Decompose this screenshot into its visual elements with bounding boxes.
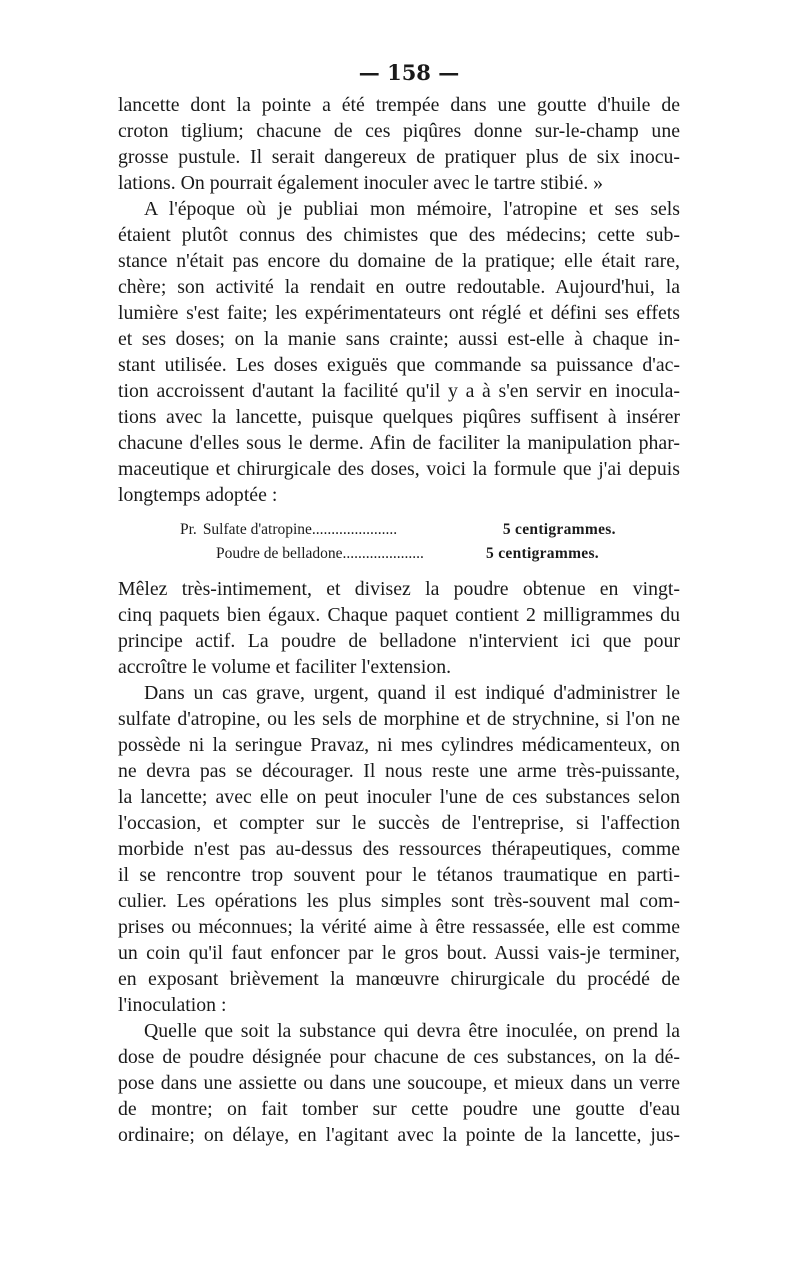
text-before-formula xyxy=(118,92,680,508)
text-line: en exposant brièvement la manœuvre chirurgicale du procédé de xyxy=(118,968,680,990)
text-line: et ses doses; on la manie sans crainte; aussi est-elle à chaque in- xyxy=(118,328,680,350)
text-line: ne devra pas se décourager. Il nous reste une arme très-puissante, xyxy=(118,760,680,782)
text-after-formula xyxy=(118,576,680,1148)
paragraph xyxy=(118,92,680,196)
text-line: maceutique et chirurgicale des doses, voici la formule que j'ai depuis xyxy=(118,458,680,480)
text-line: Dans un cas grave, urgent, quand il est indiqué d'administrer le xyxy=(144,682,680,704)
formula-quantity: 5 centigrammes. xyxy=(486,545,599,562)
text-line: chère; son activité la rendait en outre redoutable. Aujourd'hui, la xyxy=(118,276,680,298)
paragraph xyxy=(118,680,680,1018)
text-line: morbide n'est pas au-dessus des ressources thérapeutiques, comme xyxy=(118,838,680,860)
text-line: lations. On pourrait également inoculer avec le tartre stibié. » xyxy=(118,172,604,194)
text-line: ordinaire; on délaye, en l'agitant avec la pointe de la lancette, jus- xyxy=(118,1124,680,1146)
formula-row xyxy=(216,542,680,566)
formula-ingredient: Poudre de belladone..................... xyxy=(216,545,424,562)
formula-quantity: 5 centigrammes. xyxy=(502,521,616,538)
text-line: pose dans une assiette ou dans une soucoupe, et mieux dans un verre xyxy=(118,1072,680,1094)
text-line: l'inoculation : xyxy=(118,994,227,1016)
text-line: un coin qu'il faut enfoncer par le gros bout. Aussi vais-je terminer, xyxy=(118,942,680,964)
text-line: A l'époque où je publiai mon mémoire, l'atropine et ses sels xyxy=(144,198,680,220)
text-line: grosse pustule. Il serait dangereux de pratiquer plus de six inocu- xyxy=(118,146,680,168)
paragraph xyxy=(118,196,680,508)
paragraph xyxy=(118,1018,680,1148)
text-line: lancette dont la pointe a été trempée dans une goutte d'huile de xyxy=(118,94,680,116)
text-line: tions avec la lancette, puisque quelques piqûres suffisent à insérer xyxy=(118,406,680,428)
paragraph xyxy=(118,576,680,680)
text-line: Quelle que soit la substance qui devra être inoculée, on prend la xyxy=(144,1020,680,1042)
text-line: culier. Les opérations les plus simples sont très-souvent mal com- xyxy=(118,890,680,912)
text-line: principe actif. La poudre de belladone n'intervient ici que pour xyxy=(118,630,680,652)
text-line: dose de poudre désignée pour chacune de ces substances, on la dé- xyxy=(118,1046,680,1068)
formula-ingredient: Sulfate d'atropine...................... xyxy=(202,521,398,538)
text-line: lumière s'est faite; les expérimentateurs ont réglé et défini ses effets xyxy=(118,302,680,324)
text-line: possède ni la seringue Pravaz, ni mes cylindres médicamenteux, on xyxy=(118,734,680,756)
text-line: l'occasion, et compter sur le succès de l'entreprise, si l'affection xyxy=(118,812,680,834)
text-line: stance n'était pas encore du domaine de la pratique; elle était rare, xyxy=(118,250,680,272)
text-line: prises ou méconnues; la vérité aime à être ressassée, elle est comme xyxy=(118,916,680,938)
formula-row xyxy=(180,518,680,542)
book-page xyxy=(118,58,680,1148)
page-number: — 158 — xyxy=(358,60,460,85)
text-line: cinq paquets bien égaux. Chaque paquet contient 2 milligrammes du xyxy=(118,604,680,626)
text-line: tion accroissent d'autant la facilité qu'il y a à s'en servir en inocula- xyxy=(118,380,680,402)
text-line: croton tiglium; chacune de ces piqûres donne sur-le-champ une xyxy=(118,120,680,142)
text-line: la lancette; avec elle on peut inoculer l'une de ces substances selon xyxy=(118,786,680,808)
formula-block xyxy=(118,518,680,566)
text-line: chacune d'elles sous le derme. Afin de faciliter la manipulation phar- xyxy=(118,432,680,454)
text-line: stant utilisée. Les doses exiguës que commande sa puissance d'ac- xyxy=(118,354,680,376)
text-line: étaient plutôt connus des chimistes que des médecins; cette sub- xyxy=(118,224,680,246)
text-line: accroître le volume et faciliter l'extension. xyxy=(118,656,452,678)
text-line: de montre; on fait tomber sur cette poudre une goutte d'eau xyxy=(118,1098,680,1120)
text-line: longtemps adoptée : xyxy=(118,484,278,506)
formula-prefix: Pr. xyxy=(180,521,197,538)
text-line: Mêlez très-intimement, et divisez la poudre obtenue en vingt- xyxy=(118,578,680,600)
text-line: il se rencontre trop souvent pour le tétanos traumatique en parti- xyxy=(118,864,680,886)
text-line: sulfate d'atropine, ou les sels de morphine et de strychnine, si l'on ne xyxy=(118,708,680,730)
